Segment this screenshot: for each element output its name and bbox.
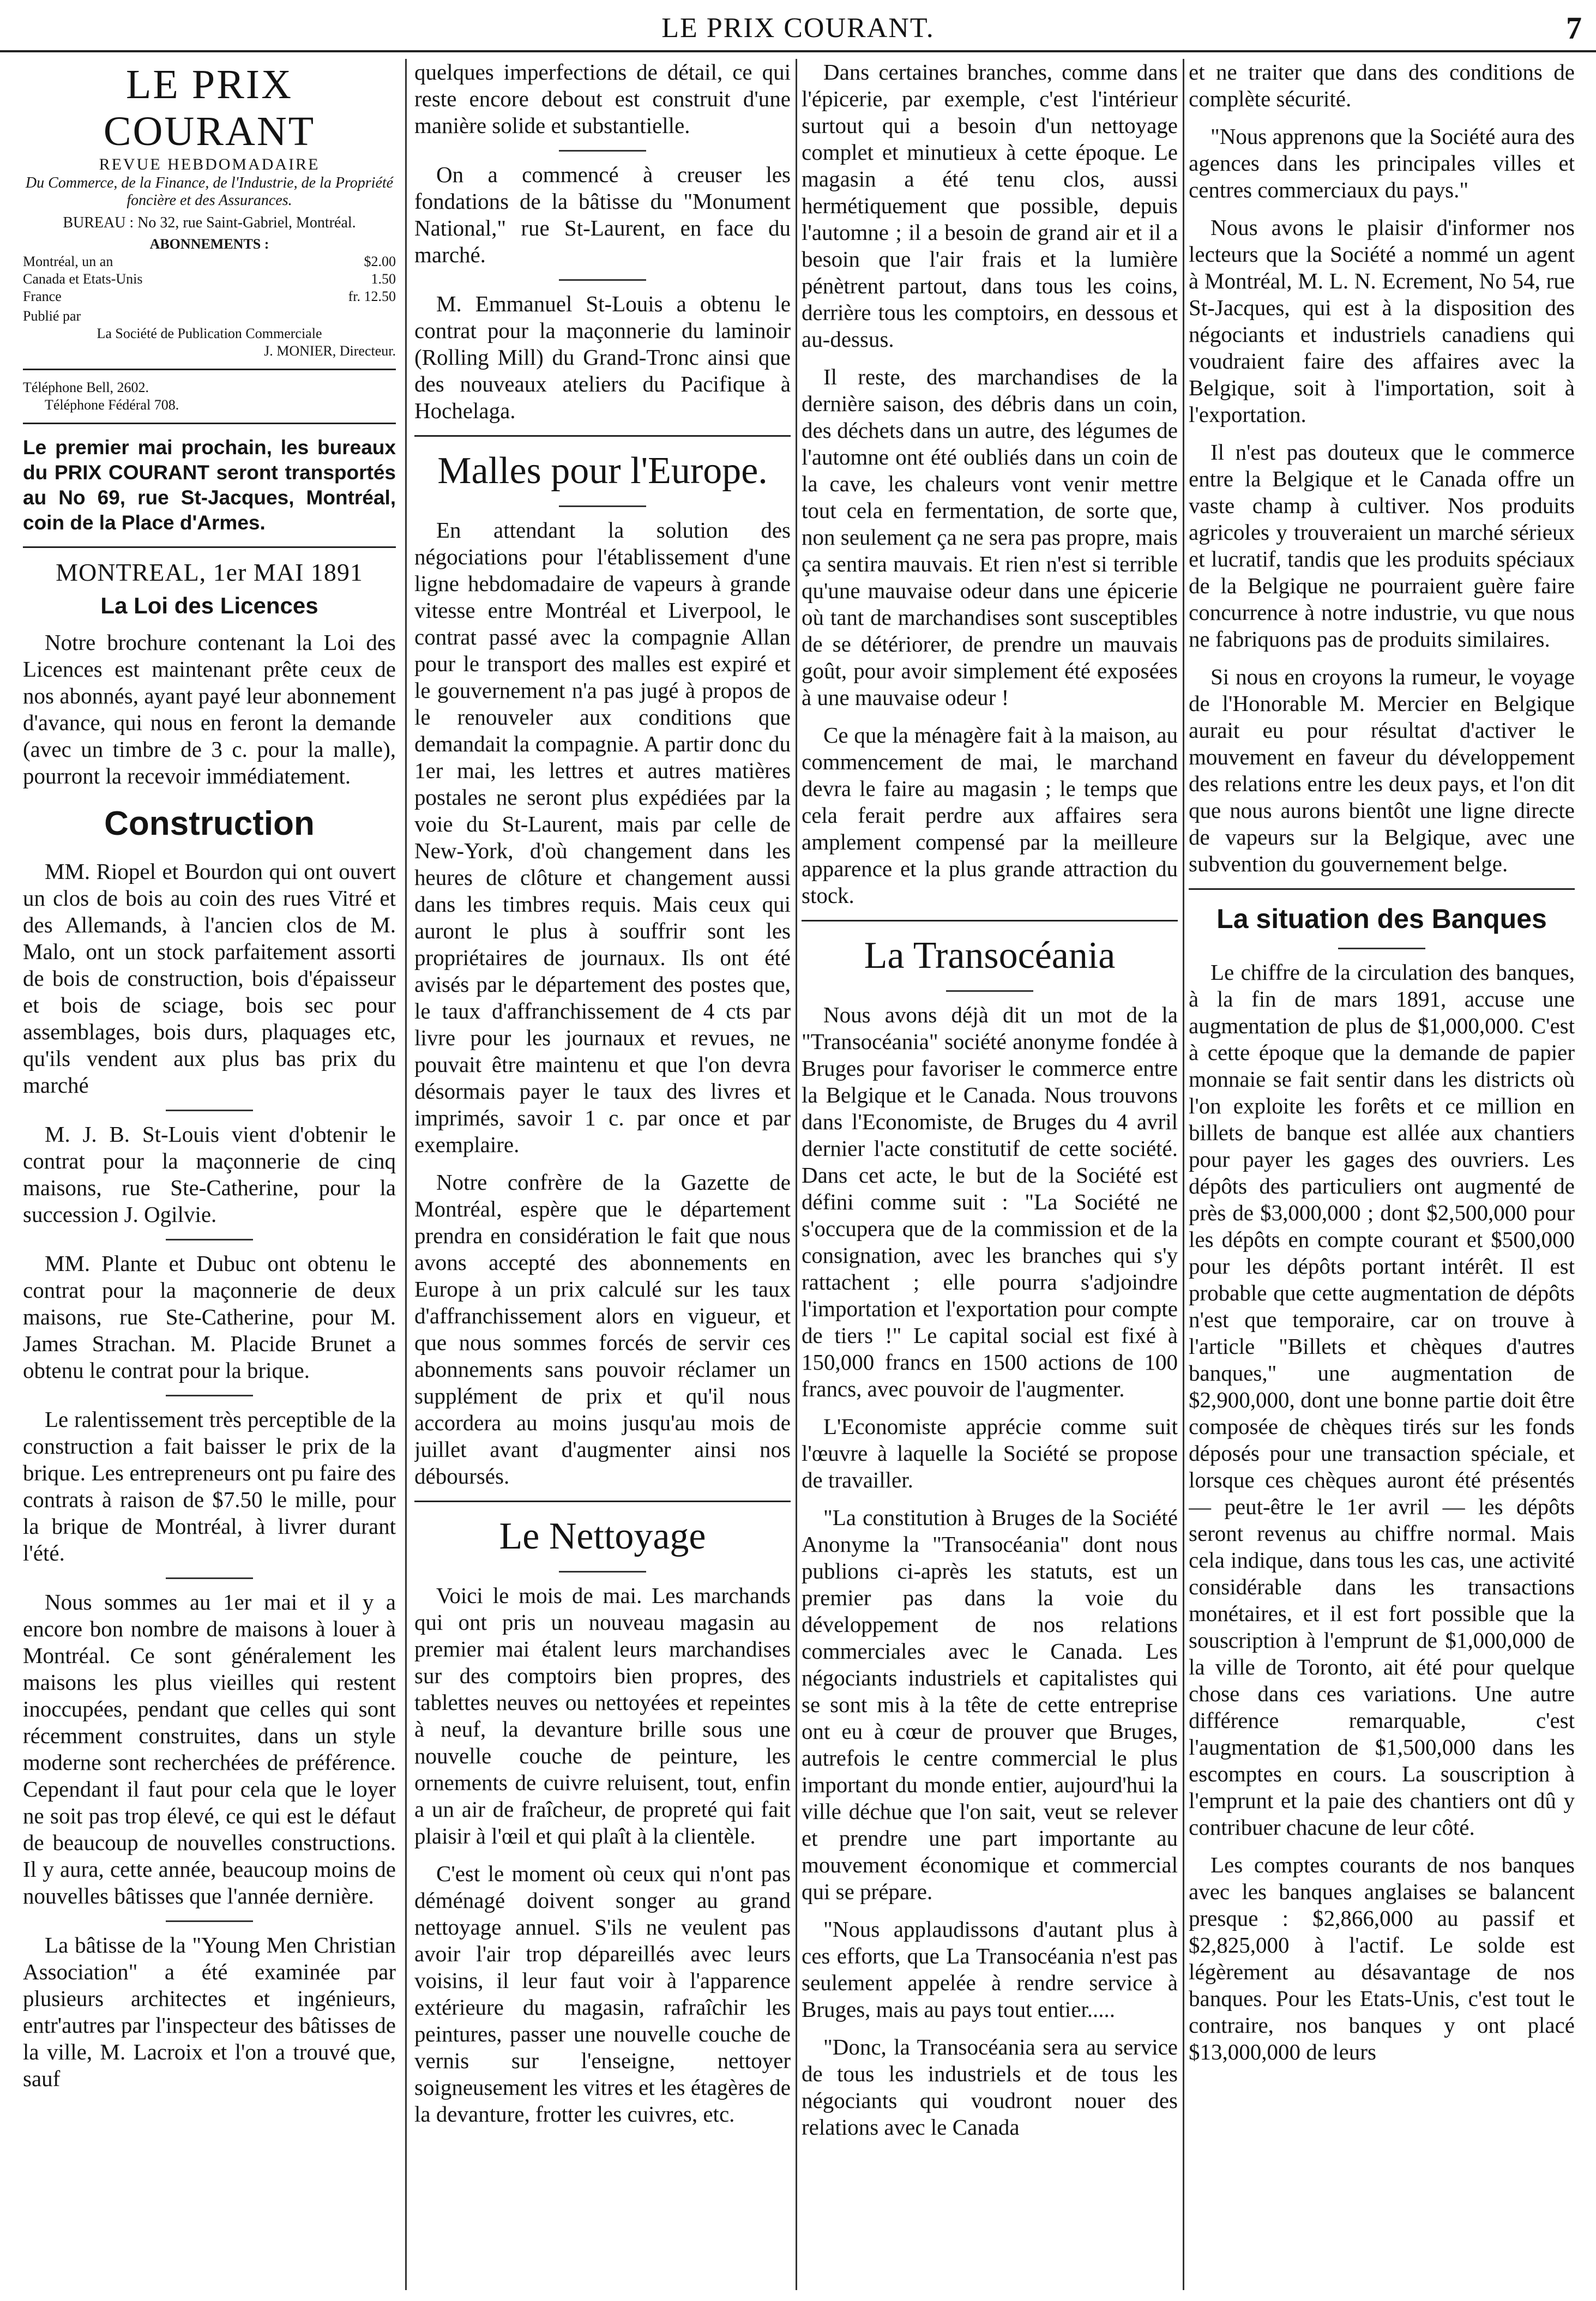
- column-2: [414, 59, 791, 2289]
- article-paragraph: Voici le mois de mai. Les marchands qui ont pris un nouveau magasin au premier mai étalent leurs marchandises sur des comptoirs bien propres, des tablettes neuves ou nettoyées et repeintes à neuf, la devanture brille sous une nouvelle couche de peinture, les ornements de cuivre reluisent, tout, enfin a un air de fraîcheur, de propreté qui fait plaisir à l'œil et qui plaît à la clientèle.: [414, 1583, 791, 1848]
- column-rule: [796, 59, 797, 2290]
- masthead-subtitle: REVUE HEBDOMADAIRE: [99, 155, 320, 173]
- rate-price: $2.00: [364, 254, 396, 269]
- article-paragraph: Ce que la ménagère fait à la maison, au commencement de mai, le marchand devra le faire au magasin ; le temps que cela ferait perdre aux affaires sera amplement compensé par la meilleure apparence et la plus grande attraction du stock.: [802, 722, 1178, 908]
- subscription-rates: [23, 253, 396, 305]
- article-paragraph: Nous sommes au 1er mai et il y a encore bon nombre de maisons à louer à Montréal. Ce sont généralement les maisons les plus vieilles qui restent inoccupées, pendant que celles qui sont récemment construites, dans un style moderne sont recherchées de préférence. Cependant il faut pour cela que le loyer ne soit pas trop élevé, ce qui est le défaut de beaucoup de nouvelles constructions. Il y aura, cette année, beaucoup moins de nouvelles bâtisses que l'année dernière.: [23, 1589, 396, 1908]
- article-title-banques: La situation des Banques: [1216, 903, 1547, 934]
- article-paragraph: L'Economiste apprécie comme suit l'œuvre à laquelle la Société se propose de travailler.: [802, 1414, 1178, 1492]
- rate-row: [23, 288, 396, 305]
- article-paragraph: Les comptes courants de nos banques avec les banques anglaises se balancent presque : $2,866,000 au passif et $2,825,000 à l'actif. Le solde est légèrement au désavantage de nos banques. Pour les Etats-Unis, c'est tout le contraire, nos banques y ont placé $13,000,000 de leurs: [1189, 1852, 1575, 2064]
- article-paragraph: Nous avons déjà dit un mot de la "Transocéania" société anonyme fondée à Bruges pour favoriser le commerce entre la Belgique et le Canada. Nous trouvons dans l'Economiste, de Bruges du 4 avril dernier l'acte constitutif de cette société. Dans cet acte, le but de la Société est défini comme suit : "La Société ne s'occupera que de la commission et de la consignation, avec les branches qui s'y rattachent ; elle pourra s'adjoindre l'importation et l'exportation pour compte de tiers !" Le capital social est fixé à 150,000 francs en 1500 actions de 100 francs, avec pouvoir de l'augmenter.: [802, 1002, 1178, 1401]
- rate-row: [23, 270, 396, 288]
- article-paragraph: Le ralentissement très perceptible de la construction a fait baisser le prix de la brique. Les entrepreneurs ont pu faire des contrats à raison de $7.50 le mille, pour la brique de Montréal, à livrer durant l'été.: [23, 1407, 396, 1565]
- article-paragraph: Il n'est pas douteux que le commerce entre la Belgique et le Canada offre un vaste champ à cultiver. Nos produits agricoles y trouveraient un marché sérieux et lucratif, tandis que les produits spéciaux de la Belgique ne pourraient guère faire concurrence à notre industrie, vu que nous ne fabriquons pas de produits similaires.: [1189, 439, 1575, 652]
- article-paragraph: Dans certaines branches, comme dans l'épicerie, par exemple, c'est l'intérieur surtout qui a besoin d'un nettoyage complet et minutieux à cette époque. Le magasin a été tenu clos, aussi hermétiquement que possible, depuis l'automne ; il a besoin de grand air et il a besoin que l'air frais et la lumière pénètrent partout, dans tous les coins, derrière tous les comptoirs, en dessous et au-dessus.: [802, 59, 1178, 352]
- article-paragraph: Notre confrère de la Gazette de Montréal, espère que le département prendra en considération le fait que nous avons accepté des abonnements en Europe à un prix calculé sur les taux d'affranchissement alors en vigueur, et que nous sommes forcés de servir ces abonnements sans pouvoir réclamer un supplément de prix et qu'il nous accordera au moins jusqu'au mois de juillet avant d'augmenter ainsi nos déboursés.: [414, 1170, 791, 1489]
- article-paragraph: Nous avons le plaisir d'informer nos lecteurs que la Société a nommé un agent à Montréal, M. L. N. Ecrement, No 54, rue St-Jacques, qui est à la disposition des négociants et industriels canadiens qui voudraient faire des affaires avec la Belgique, soit à l'importation, soit à l'exportation.: [1189, 215, 1575, 427]
- rate-price: fr. 12.50: [348, 288, 396, 304]
- divider: [802, 920, 1178, 921]
- article-paragraph: Si nous en croyons la rumeur, le voyage de l'Honorable M. Mercier en Belgique aurait eu pour résultat d'activer le mouvement en faveur du développement des relations entre les deux pays, et l'on dit que nous aurons bientôt une ligne directe de vapeurs sur la Belgique, avec une subvention du gouvernement belge.: [1189, 664, 1575, 876]
- column-4: [1189, 59, 1575, 2289]
- article-paragraph: "Donc, la Transocéania sera au service de tous les industriels et de tous les négociants qui voudront nouer des relations avec le Canada: [802, 2034, 1178, 2140]
- masthead-tagline: Du Commerce, de la Finance, de l'Industrie, de la Propriété foncière et des Assurances.: [25, 174, 394, 209]
- divider: [166, 1920, 253, 1922]
- article-title-lois: La Loi des Licences: [100, 593, 318, 618]
- divider: [23, 369, 396, 370]
- publisher-name: La Société de Publication Commerciale: [97, 326, 322, 341]
- divider: [166, 1577, 253, 1579]
- telephone-federal: Téléphone Fédéral 708.: [45, 397, 179, 413]
- column-rule: [1183, 59, 1184, 2290]
- divider: [414, 435, 791, 437]
- divider: [559, 505, 646, 507]
- article-paragraph: La bâtisse de la "Young Men Christian Association" a été examinée par plusieurs architectes et ingénieurs, entr'autres par l'inspecteur des bâtisses de la ville, M. Lacroix et l'on a trouvé que, sauf: [23, 1932, 396, 2091]
- article-title-malles: Malles pour l'Europe.: [437, 450, 768, 492]
- divider: [559, 150, 646, 152]
- divider: [23, 423, 396, 424]
- divider: [1338, 948, 1425, 949]
- article-paragraph: "Nous apprenons que la Société aura des agences dans les principales villes et centres commerciaux du pays.": [1189, 124, 1575, 202]
- rate-label: France: [23, 288, 62, 304]
- divider: [414, 1501, 791, 1502]
- divider: [946, 990, 1033, 992]
- masthead: [23, 61, 396, 414]
- article-paragraph: Le chiffre de la circulation des banques, à la fin de mars 1891, accuse une augmentation de plus de $1,000,000. C'est à cette époque que la demande de papier monnaie se fait sentir dans les districts où l'on exploite les forêts et ce million en billets de banque est allée aux chantiers pour payer les gages des ouvriers. Les dépôts des particuliers ont augmenté de près de $3,000,000 ; dont $2,500,000 pour les dépôts en compte courant et $500,000 pour les dépôts portant intérêt. Il est probable que cette augmentation de dépôts n'est que temporaire, car on trouve à l'article "Billets et chèques d'autres banques," une augmentation de $2,900,000, dont une bonne partie doit être composée de chèques tirés sur les fonds déposés pour une transaction spéciale, et lorsque ces chèques auront été présentés — peut-être le 1er avril — les dépôts seront revenus au chiffre normal. Mais cela indique, dans tous les cas, une activité considérable dans les transactions monétaires, et il est fort possible que la souscription à l'emprunt de $1,000,000 de la ville de Toronto, ait été pour quelque chose dans ces variations. Une autre différence remarquable, c'est l'augmentation de $1,500,000 dans les escomptes en cours. La souscription à l'emprunt et la paie des chantiers ont dû y contribuer chacune de leur côté.: [1189, 960, 1575, 1840]
- article-paragraph: M. Emmanuel St-Louis a obtenu le contrat pour la maçonnerie du laminoir (Rolling Mill) du Grand-Tronc ainsi que des nouveaux ateliers du Pacifique à Hochelaga.: [414, 291, 791, 423]
- rate-label: Montréal, un an: [23, 254, 113, 269]
- article-paragraph: quelques imperfections de détail, ce qui reste encore debout est construit d'une manière solide et substantielle.: [414, 59, 791, 138]
- article-title-transoceania: La Transocéania: [864, 935, 1116, 977]
- article-paragraph: MM. Riopel et Bourdon qui ont ouvert un clos de bois au coin des rues Vitré et des Allemands, à l'ancien clos de M. Malo, ont un stock parfaitement assorti de bois de construction, bois d'épaisseur et bois de sciage, bois sec pour assemblages, bois durs, plaquages etc, qu'ils vendent aux plus bas prix du marché: [23, 859, 396, 1098]
- article-title-nettoyage: Le Nettoyage: [499, 1515, 706, 1557]
- column-3: [802, 59, 1178, 2289]
- running-header-title: LE PRIX COURANT.: [661, 13, 935, 44]
- divider: [166, 1395, 253, 1396]
- rate-label: Canada et Etats-Unis: [23, 271, 143, 287]
- article-title-construction: Construction: [104, 805, 315, 842]
- article-paragraph: Notre brochure contenant la Loi des Licences est maintenant prête ceux de nos abonnés, ayant payé leur abonnement d'avance, qui nous en feront la demande (avec un timbre de 3 c. pour la malle), pourront la recevoir immédiatement.: [23, 630, 396, 788]
- divider: [166, 1239, 253, 1240]
- divider: [166, 1110, 253, 1111]
- rate-price: 1.50: [371, 271, 396, 287]
- column-rule: [405, 59, 407, 2290]
- divider: [23, 546, 396, 548]
- running-header: [0, 0, 1596, 52]
- telephone-bell: Téléphone Bell, 2602.: [23, 380, 149, 395]
- article-paragraph: "La constitution à Bruges de la Société Anonyme la "Transocéania" dont nous publions ci-après les statuts, est un premier pas dans la voie du développement de nos relations commerciales avec le Canada. Les négociants industriels et capitalistes qui se sont mis à la tête de cette entreprise ont eu à cœur de prouver que Bruges, autrefois le centre commercial le plus important du monde entier, aujourd'hui la ville déchue que l'on sait, veut se relever et prendre une part importante au mouvement économique et commercial qui se prépare.: [802, 1505, 1178, 1904]
- article-paragraph: MM. Plante et Dubuc ont obtenu le contrat pour la maçonnerie de deux maisons, rue Ste-Catherine, pour M. James Strachan. M. Placide Brunet a obtenu le contrat pour la brique.: [23, 1251, 396, 1383]
- column-1: [23, 59, 396, 2289]
- article-paragraph: M. J. B. St-Louis vient d'obtenir le contrat pour la maçonnerie de cinq maisons, rue Ste-Catherine, pour la succession J. Ogilvie.: [23, 1122, 396, 1227]
- article-paragraph: et ne traiter que dans des conditions de complète sécurité.: [1189, 59, 1575, 111]
- article-paragraph: C'est le moment où ceux qui n'ont pas déménagé doivent songer au grand nettoyage annuel. S'ils ne veulent pas avoir l'air trop dépareillés avec leurs voisins, il leur faut voir à l'apparence extérieure du magasin, rafraîchir les peintures, passer une nouvelle couche de vernis sur l'enseigne, nettoyer soigneusement les vitres et les étagères de la devanture, frotter les cuivres, etc.: [414, 1861, 791, 2127]
- masthead-bureau: BUREAU : No 32, rue Saint-Gabriel, Montréal.: [63, 214, 356, 231]
- article-paragraph: On a commencé à creuser les fondations de la bâtisse du "Monument National," rue St-Laurent, en face du marché.: [414, 162, 791, 267]
- masthead-title: LE PRIX COURANT: [103, 62, 316, 154]
- article-paragraph: Il reste, des marchandises de la dernière saison, des débris dans un coin, des déchets dans un autre, des légumes de l'automne ont été oubliés dans un coin de la cave, les chaleurs vont venir mettre tout cela en fermentation, de sorte que, non seulement ça ne sera pas propre, mais ça sentira mauvais. Et rien n'est si terrible qu'une mauvaise odeur dans une épicerie où tant de marchandises sont susceptibles de se détériorer, de prendre un mauvais goût, pour avoir simplement été exposées à une mauvaise odeur !: [802, 364, 1178, 710]
- director-name: J. MONIER, Directeur.: [264, 343, 396, 359]
- subscriptions-heading: ABONNEMENTS :: [149, 236, 269, 252]
- page-number: 7: [1566, 10, 1582, 46]
- publisher-intro: Publié par: [23, 308, 81, 324]
- dateline: MONTREAL, 1er MAI 1891: [56, 558, 363, 586]
- article-paragraph: En attendant la solution des négociations pour l'établissement d'une ligne hebdomadaire de vapeurs à grande vitesse entre Montréal et Liverpool, le contrat passé avec la compagnie Allan pour le transport des malles est expiré et le gouvernement n'a pas jugé à propos de le renouveler aux conditions que demandait la compagnie. A partir donc du 1er mai, les lettres et autres matières postales ne seront plus expédiées par la voie du St-Laurent, mais par celle de New-York, d'où changement dans les heures de clôture et changement aussi dans les timbres requis. Mais ceux qui auront le plus à souffrir sont les propriétaires de journaux. Ils ont été avisés par le département des postes que, le taux d'affranchissement de 4 cts par livre pour les journaux et revues, ne pouvait être maintenu et que l'on devra désormais payer le taux des livres et imprimés, savoir 1 c. par once et par exemplaire.: [414, 517, 791, 1157]
- divider: [1189, 888, 1575, 890]
- divider: [559, 279, 646, 281]
- divider: [559, 1571, 646, 1573]
- article-paragraph: "Nous applaudissons d'autant plus à ces efforts, que La Transocéania n'est pas seulement appelée à rendre service à Bruges, mais au pays tout entier.....: [802, 1917, 1178, 2022]
- moving-notice: Le premier mai prochain, les bureaux du PRIX COURANT seront transportés au No 69, rue St-Jacques, Montréal, coin de la Place d'Armes.: [23, 436, 396, 534]
- rate-row: [23, 253, 396, 270]
